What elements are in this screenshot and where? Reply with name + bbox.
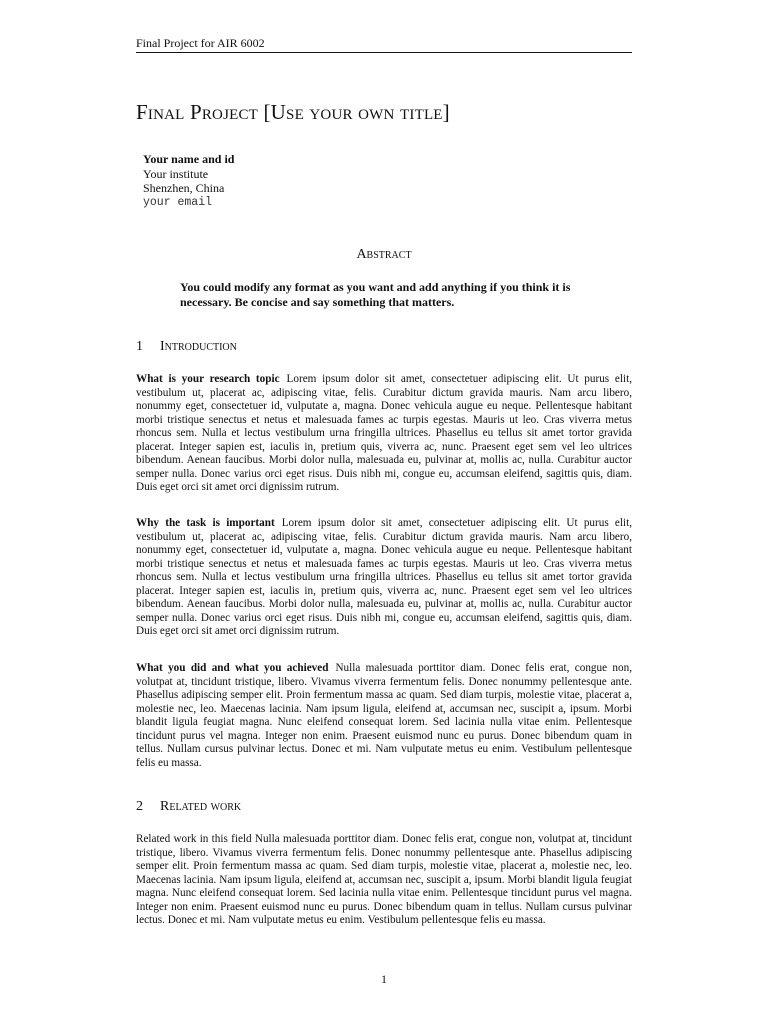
author-name: Your name and id [143,152,235,166]
paper-title: Final Project [Use your own title] [136,100,450,124]
paragraph-lead: What is your research topic [136,373,280,385]
running-header [136,35,632,53]
abstract-heading: Abstract [356,247,412,262]
page-number: 1 [381,972,387,986]
paragraph-text: Nulla malesuada porttitor diam. Donec felis erat, congue non, volutpat at, tincidunt tristique, libero. Vivamus viverra fermentum felis. Donec nonummy pellentesque ante. Phasellus adipiscing semper elit. Proin fermentum massa ac quam. Sed diam turpis, molestie vitae, placerat a, molestie nec, leo. Maecenas lacinia. Nam ipsum ligula, eleifend at, accumsan nec, suscipit a, ipsum. Morbi blandit ligula feugiat magna. Nunc eleifend consequat lorem. Sed lacinia nulla vitae enim. Pellentesque tincidunt purus vel magna. Integer non enim. Praesent euismod nunc eu purus. Donec bibendum quam in tellus. Nullam cursus pulvinar lectus. Donec et mi. Nam vulputate metus eu enim. Vestibulum pellentesque felis eu massa. [136,662,632,769]
paragraph-text: Lorem ipsum dolor sit amet, consectetuer adipiscing elit. Ut purus elit, vestibulum ut, placerat ac, adipiscing vitae, felis. Curabitur dictum gravida mauris. Nam arcu libero, nonummy eget, consectetuer id, vulputate a, magna. Donec vehicula augue eu neque. Pellentesque habitant morbi tristique senectus et netus et malesuada fames ac turpis egestas. Mauris ut leo. Cras viverra metus rhoncus sem. Nulla et lectus vestibulum urna fringilla ultrices. Phasellus eu tellus sit amet tortor gravida placerat. Integer sapien est, iaculis in, pretium quis, viverra ac, nunc. Praesent eget sem vel leo ultrices bibendum. Aenean faucibus. Morbi dolor nulla, malesuada eu, pulvinar at, mollis ac, nulla. Curabitur auctor semper nulla. Donec varius orci eget risus. Duis nibh mi, congue eu, accumsan eleifend, sagittis quis, diam. Duis eget orci sit amet orci dignissim rutrum. [136,517,633,638]
author-institute: Your institute [143,166,209,181]
section-title: Introduction [160,339,237,354]
author-email: your email [143,195,213,209]
paragraph-related-work [136,833,632,928]
paragraph-research-topic [136,373,632,495]
paragraph-task-importance [136,517,632,639]
author-location: Shenzhen, China [143,181,225,195]
author-block [143,152,234,210]
paragraph-lead: What you did and what you achieved [136,662,329,674]
section-title: Related work [160,799,242,814]
paragraph-lead: Why the task is important [136,517,275,529]
section-heading-introduction [136,338,632,356]
section-number: 1 [136,339,143,354]
running-title: Final Project for AIR 6002 [136,36,265,50]
paragraph-text: Lorem ipsum dolor sit amet, consectetuer adipiscing elit. Ut purus elit, vestibulum ut, placerat ac, adipiscing vitae, felis. Curabitur dictum gravida mauris. Nam arcu libero, nonummy eget, consectetuer id, vulputate a, magna. Donec vehicula augue eu neque. Pellentesque habitant morbi tristique senectus et netus et malesuada fames ac turpis egestas. Mauris ut leo. Cras viverra metus rhoncus sem. Nulla et lectus vestibulum urna fringilla ultrices. Phasellus eu tellus sit amet tortor gravida placerat. Integer sapien est, iaculis in, pretium quis, viverra ac, nunc. Praesent eget sem vel leo ultrices bibendum. Aenean faucibus. Morbi dolor nulla, malesuada eu, pulvinar at, mollis ac, nulla. Curabitur auctor semper nulla. Donec varius orci eget risus. Duis nibh mi, congue eu, accumsan eleifend, sagittis quis, diam. Duis eget orci sit amet orci dignissim rutrum. [136,373,632,494]
paragraph-achievements [136,662,632,770]
abstract-text: You could modify any format as you want and add anything if you think it is necessary. Be concise and say something that matters. [180,280,571,309]
paragraph-text: Related work in this field Nulla malesuada porttitor diam. Donec felis erat, congue non, volutpat at, tincidunt tristique, libero. Vivamus viverra fermentum felis. Donec nonummy pellentesque ante. Phasellus adipiscing semper elit. Proin fermentum massa ac quam. Sed diam turpis, molestie vitae, placerat a, molestie nec, leo. Maecenas lacinia. Nam ipsum ligula, eleifend at, accumsan nec, suscipit a, ipsum. Morbi blandit ligula feugiat magna. Nunc eleifend consequat lorem. Sed lacinia nulla vitae enim. Pellentesque tincidunt purus vel magna. Integer non enim. Praesent euismod nunc eu purus. Donec bibendum quam in tellus. Nullam cursus pulvinar lectus. Donec et mi. Nam vulputate metus eu enim. Vestibulum pellentesque felis eu massa. [136,833,632,927]
section-number: 2 [136,799,143,814]
section-heading-related-work [136,798,632,816]
